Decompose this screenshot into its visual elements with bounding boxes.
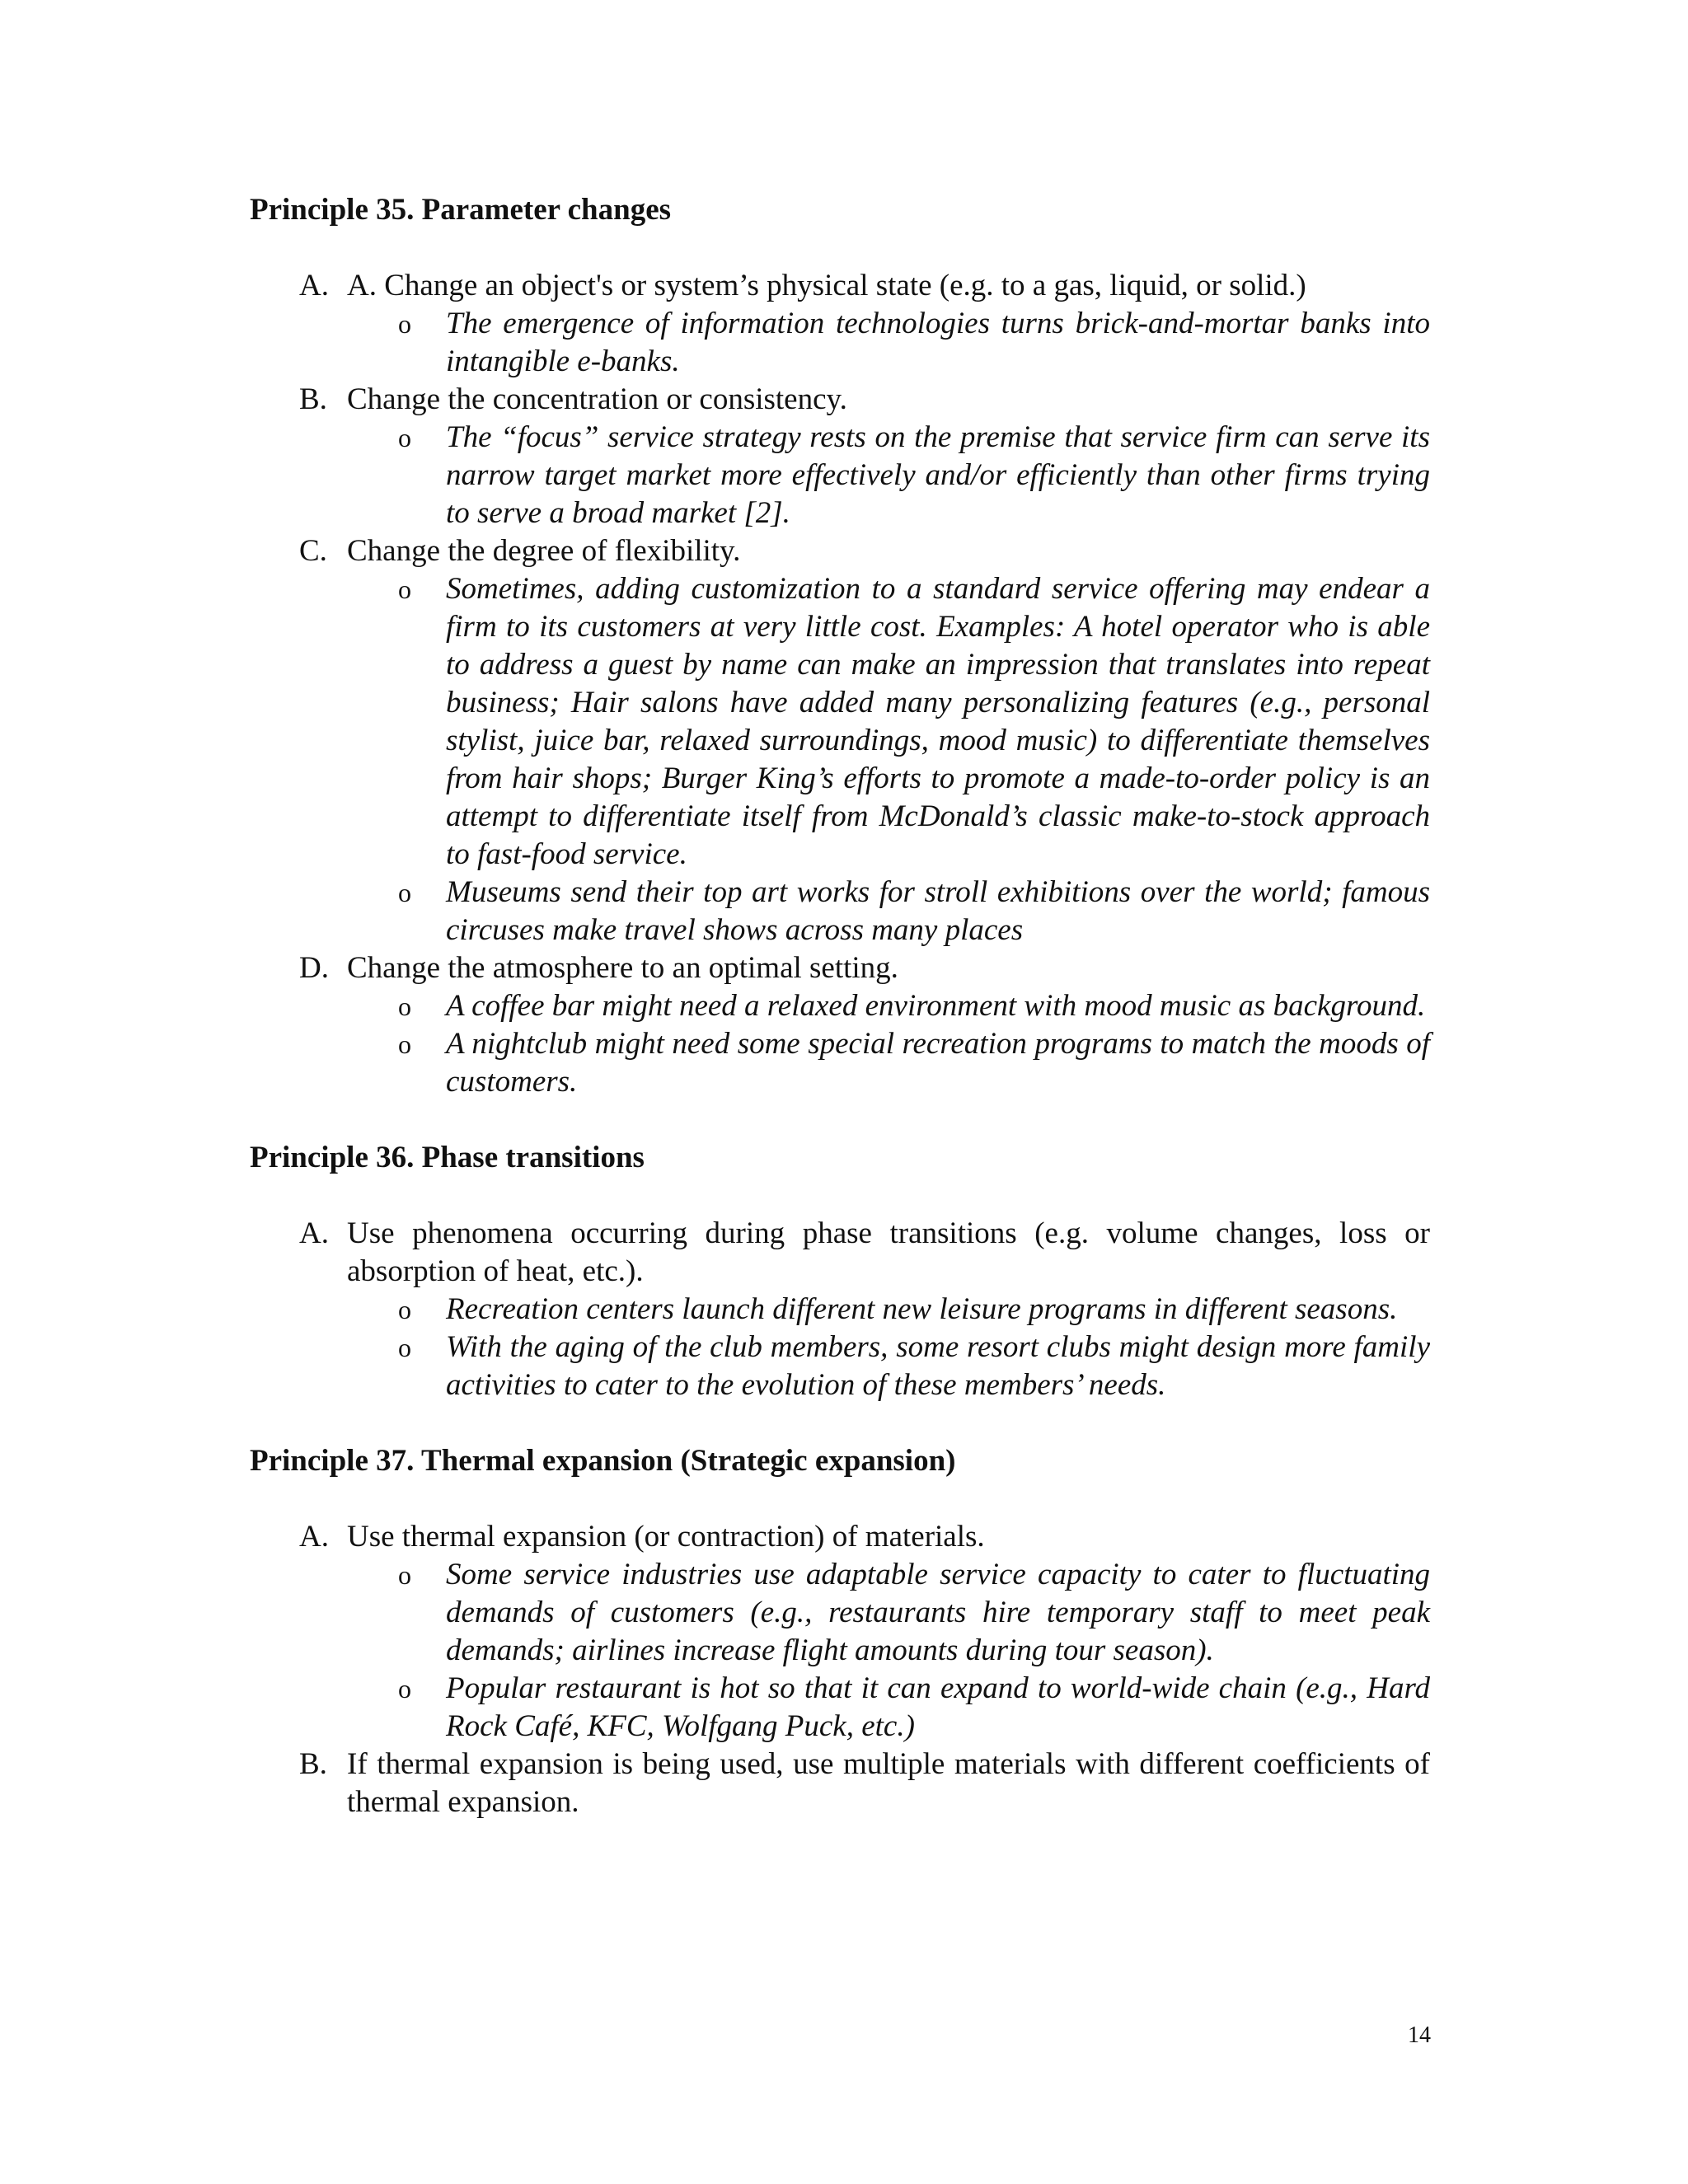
example-text: With the aging of the club members, some resort clubs might design more family activities to cater to the evolution of these members’ needs. xyxy=(446,1330,1430,1402)
example-text: Some service industries use adaptable service capacity to cater to fluctuating demands of customers (e.g., restaurants hire temporary staff to meet peak demands; airlines increase flight amounts during tour season). xyxy=(446,1558,1430,1667)
example-list xyxy=(347,1291,1430,1404)
item-marker: B. xyxy=(299,382,327,416)
item-marker: A. xyxy=(299,1216,329,1250)
bullet-icon: o xyxy=(398,1029,411,1059)
bullet-icon: o xyxy=(398,991,411,1021)
example-text: The emergence of information technologies turns brick-and-mortar banks into intangible e-banks. xyxy=(446,307,1430,378)
example-text: Recreation centers launch different new leisure programs in different seasons. xyxy=(446,1292,1398,1326)
principle-heading: Principle 37. Thermal expansion (Strategic expansion) xyxy=(250,1444,956,1478)
page-content xyxy=(250,191,1430,1859)
example-item xyxy=(347,1025,1430,1101)
item-marker: B. xyxy=(299,1747,327,1781)
example-text: The “focus” service strategy rests on the premise that service firm can serve its narrow target market more effectively and/or efficiently than other firms trying to serve a broad market [2]. xyxy=(446,420,1430,530)
item-text: Use phenomena occurring during phase transitions (e.g. volume changes, loss or absorption of heat, etc.). xyxy=(347,1216,1430,1288)
item-marker: C. xyxy=(299,534,327,568)
bullet-icon: o xyxy=(398,574,411,604)
principle-section xyxy=(250,1442,1430,1821)
principle-section xyxy=(250,191,1430,1101)
item-marker: D. xyxy=(299,951,329,985)
example-item xyxy=(347,1556,1430,1670)
item-marker: A. xyxy=(299,1520,329,1554)
list-item xyxy=(250,532,1430,949)
example-item xyxy=(347,987,1430,1025)
example-item xyxy=(347,874,1430,949)
example-text: A nightclub might need some special recreation programs to match the moods of customers. xyxy=(446,1027,1430,1099)
bullet-icon: o xyxy=(398,878,411,907)
principle-heading: Principle 35. Parameter changes xyxy=(250,193,672,227)
principle-heading: Principle 36. Phase transitions xyxy=(250,1141,645,1174)
principle-section xyxy=(250,1139,1430,1404)
example-text: Popular restaurant is hot so that it can expand to world-wide chain (e.g., Hard Rock Café, KFC, Wolfgang Puck, etc.) xyxy=(446,1671,1430,1743)
item-text: A. Change an object's or system’s physical state (e.g. to a gas, liquid, or solid.) xyxy=(347,269,1306,302)
item-text: Change the concentration or consistency. xyxy=(347,382,847,416)
list-item xyxy=(250,381,1430,532)
list-item xyxy=(250,1215,1430,1404)
list-item xyxy=(250,1746,1430,1821)
item-text: Use thermal expansion (or contraction) of materials. xyxy=(347,1520,985,1554)
list-item xyxy=(250,949,1430,1101)
example-item xyxy=(347,1670,1430,1746)
bullet-icon: o xyxy=(398,1333,411,1362)
example-text: Sometimes, adding customization to a standard service offering may endear a firm to its customers at very little cost. Examples: A hotel operator who is able to address a guest by name can make an impression that translates into repeat business; Hair salons have added many personalizing features (e.g., personal stylist, juice bar, relaxed surroundings, mood music) to differentiate themselves from hair shops; Burger King’s efforts to promote a made-to-order policy is an attempt to differentiate itself from McDonald’s classic make-to-stock approach to fast-food service. xyxy=(446,572,1430,871)
item-text: If thermal expansion is being used, use multiple materials with different coefficients of thermal expansion. xyxy=(347,1747,1430,1819)
item-marker: A. xyxy=(299,269,329,302)
example-list xyxy=(347,305,1430,381)
example-list xyxy=(347,1556,1430,1746)
item-list xyxy=(250,267,1430,1101)
example-list xyxy=(347,570,1430,949)
item-list xyxy=(250,1215,1430,1404)
item-list xyxy=(250,1518,1430,1821)
item-text: Change the degree of flexibility. xyxy=(347,534,741,568)
bullet-icon: o xyxy=(398,423,411,452)
bullet-icon: o xyxy=(398,1674,411,1704)
example-text: A coffee bar might need a relaxed environment with mood music as background. xyxy=(446,989,1426,1023)
list-item xyxy=(250,1518,1430,1746)
bullet-icon: o xyxy=(398,309,411,339)
example-text: Museums send their top art works for stroll exhibitions over the world; famous circuses make travel shows across many places xyxy=(446,875,1430,947)
example-list xyxy=(347,419,1430,532)
bullet-icon: o xyxy=(398,1560,411,1590)
bullet-icon: o xyxy=(398,1295,411,1324)
example-list xyxy=(347,987,1430,1101)
item-text: Change the atmosphere to an optimal setting. xyxy=(347,951,898,985)
example-item xyxy=(347,1329,1430,1404)
example-item xyxy=(347,305,1430,381)
example-item xyxy=(347,419,1430,532)
list-item xyxy=(250,267,1430,381)
example-item xyxy=(347,1291,1430,1329)
example-item xyxy=(347,570,1430,874)
page-number: 14 xyxy=(1408,2022,1431,2048)
